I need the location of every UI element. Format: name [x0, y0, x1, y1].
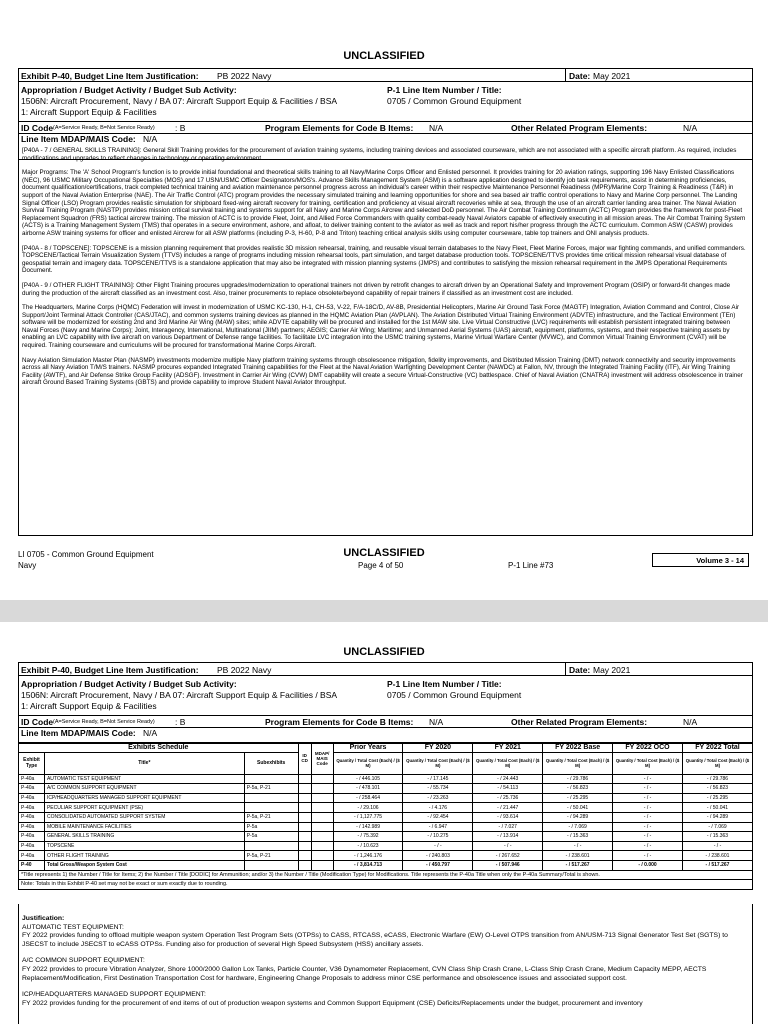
- total-value: - / 3,814.713: [333, 860, 403, 870]
- row-value: - / 17.145: [403, 774, 473, 784]
- row-type: P-40a: [19, 774, 45, 784]
- row-value: - / 75.392: [333, 832, 403, 842]
- row-value: - / 446.105: [333, 774, 403, 784]
- qty-cost-header: Quantity / Total Cost (Each) / ($ M): [613, 752, 683, 774]
- table-row: [19, 784, 753, 794]
- row-type: P-40a: [19, 822, 45, 832]
- other-pe-value: N/A: [683, 123, 698, 133]
- justification-item-title: AUTOMATIC TEST EQUIPMENT:: [22, 923, 124, 931]
- row-value: - / 94.289: [543, 812, 613, 822]
- row-value: - / 92.454: [403, 812, 473, 822]
- row-value: - / 24.443: [473, 774, 543, 784]
- justification-item-text: FY 2022 provides funding for the procurement of end items of out of production weapon systems and Common Support Equipment (CSE) Deficits/Replacements under the budget, procurement and inventory: [22, 999, 643, 1007]
- row-value: - / 55.734: [403, 784, 473, 794]
- date-value: May 2021: [593, 665, 631, 675]
- qty-cost-header: Quantity / Total Cost (Each) / ($ M): [543, 752, 613, 774]
- table-row: [19, 803, 753, 813]
- total-title: Total Gross/Weapon System Cost: [44, 860, 244, 870]
- total-row: [19, 860, 753, 870]
- classification-banner: UNCLASSIFIED: [343, 646, 425, 658]
- col-group-fy2021: FY 2021: [473, 743, 543, 753]
- title-header: Title*: [44, 752, 244, 774]
- idcode-note: (A=Service Ready, B=Not Service Ready): [53, 719, 155, 725]
- justification-item-title: ICP/HEADQUARTERS MANAGED SUPPORT EQUIPMENT:: [22, 991, 206, 999]
- row-value: - / 50.041: [543, 803, 613, 813]
- exhibit-type-header: Exhibit Type: [19, 752, 45, 774]
- row-value: - / 7.069: [543, 822, 613, 832]
- row-title: MOBILE MAINTENANCE FACILITIES: [44, 822, 244, 832]
- row-value: - / 238.601: [682, 851, 752, 861]
- row-subexhibits: [244, 793, 298, 803]
- schedule-note-rounding: Note: Totals in this Exhibit P-40 set may not be exact or sum exactly due to rounding.: [19, 880, 753, 890]
- row-subexhibits: P-5a, P-21: [244, 784, 298, 794]
- qty-cost-header: Quantity / Total Cost (Each) / ($ M): [682, 752, 752, 774]
- row-type: P-40a: [19, 803, 45, 813]
- justification-heading: Justification:: [22, 915, 65, 922]
- pe-value: N/A: [429, 123, 444, 133]
- row-subexhibits: P-5a, P-21: [244, 812, 298, 822]
- row-value: - / 21.447: [473, 803, 543, 813]
- row-value: - / 29.786: [543, 774, 613, 784]
- row-title: ICP/HEADQUARTERS MANAGED SUPPORT EQUIPMENT: [44, 793, 244, 803]
- row-value: - / 25.736: [473, 793, 543, 803]
- header-box: [18, 662, 753, 744]
- exhibits-schedule-table: [18, 742, 753, 890]
- mdap-label: Line Item MDAP/MAIS Code:: [21, 728, 136, 738]
- row-value: - / 238.601: [543, 851, 613, 861]
- narrative-paragraph: [P40A - 8 / TOPSCENE]: TOPSCENE is a mission planning requirement that provides realistic 3D mission rehearsal, training, and reusable visual terrain databases to the Navy Fleet, Fleet Marine Forces, major war fighting commands, and unified commanders. TOPSCENE/Tactical Terrain Visualization System (TTVS) includes a range of programs including mission rehearsal tools, part simulation, and target database production tools. TOPSCENE/TTVS provides time critical mission rehearsal visual database of geospatial terrain and imagery data. TOPSCENE/TTVS is a standalone application that may also be integrated with mission planning systems (JMPS) and contributes to satisfying the mission rehearsal requirement in the JMPS Operational Requirements Document.: [22, 244, 746, 275]
- row-value: - / 7.027: [473, 822, 543, 832]
- row-type: P-40a: [19, 793, 45, 803]
- footer-page-number: Page 4 of 50: [358, 561, 404, 570]
- classification-banner: UNCLASSIFIED: [343, 50, 425, 62]
- row-value: - / 142.989: [333, 822, 403, 832]
- row-value: - / 13.914: [473, 832, 543, 842]
- idcode-note: (A=Service Ready, B=Not Service Ready): [53, 125, 155, 131]
- pe-value: N/A: [429, 717, 444, 727]
- row-value: - / 15.363: [682, 832, 752, 842]
- row-subexhibits: P-5a: [244, 832, 298, 842]
- row-value: - / -: [613, 841, 683, 851]
- justification-item-title: A/C COMMON SUPPORT EQUIPMENT:: [22, 957, 145, 965]
- volume-box: Volume 3 - 14: [652, 553, 749, 567]
- exhibit-value: PB 2022 Navy: [217, 665, 272, 675]
- exhibit-label: Exhibit P-40, Budget Line Item Justification:: [21, 71, 199, 81]
- row-value: - / -: [613, 832, 683, 842]
- approp-value-1: 1506N: Aircraft Procurement, Navy / BA 07: Aircraft Support Equip & Facilities / BSA: [21, 690, 338, 700]
- row-subexhibits: [244, 841, 298, 851]
- row-type: P-40a: [19, 832, 45, 842]
- row-value: - / 56.823: [682, 784, 752, 794]
- row-title: A/C COMMON SUPPORT EQUIPMENT: [44, 784, 244, 794]
- narrative-paragraph: Navy Aviation Simulation Master Plan (NASMP) investments modernize multiple Navy platform training systems through obsolescence mitigation, fidelity improvements, and Distributed Mission Training (DMT) network connectivity and security improvements across all Navy Aviation T/M/S trainers. NASMP procures expanded Integrated Training capabilities for the Fleet at the Naval Aviation Warfighting Development Center (NAWDC) at Fallon, NV, through the Integrated Training Facility (ITF), Air Wing Training Facility (AWTF), and Air Defense Strike Group Facility (ADSGF). Investment in Carrier Air Wing (CVW) DMT capability will create a secure Virtual-Constructive (VC) battlespace. Chief of Naval Aviation (CNATRA) investment will address obsolescence in trainer aircraft Ground Based Training Systems (GBTS) and provide capability to improve Student Naval Aviator throughput.: [22, 356, 743, 387]
- narrative-paragraph: Major Programs: The 'A' School Program's function is to provide initial foundational and theoretical skills training to all Navy/Marine Corps Officer and Enlisted personnel. It provides training for 20 aviation ratings, supporting 196 Navy Enlisted Classifications (NEC), 96 USMC Military Occupational Specialties (MOS) and 17 USN/USMC Officer Designators/MOS's. Advance Skills Management System (ASM) is a software application designed to identify job task requirements, assist in determining proficiencies, document qualification/certifications, track completed technical training and aviation maintenance personnel progress across an individual's career within their respective Maintenance Personnel Readiness (MPR)/Marine Corp Training & Readiness (T&R) in support of the Naval Aviation Enterprise (NAE). The Air Traffic Control (ATC) program provides the necessary simulated training and learning opportunities for shore and sea based air traffic control operations to Navy and Marine Corp personnel. The Landing Signal Officer (LSO) Program provides realistic simulation for shipboard fixed-wing aircraft recovery for training, certification and proficiency at visual aircraft recoveries while at sea, through the use of an aircraft carrier landing area trainer. The Naval Aviation Survival Training Program (NASTP) provides mission critical survival training and systems support for all Navy and Marine Corps Aircrew and selected DoD personnel. The Air Combat Training Continuum (ACTC) Program provides the framework for post-Fleet Replacement Squadron (FRS) tactical aircrew training. The mission of ACTC is to provide Fleet, Joint, and Allied Force Commanders with quality combat-ready Naval Aviators capable of effectively executing in all mission areas. The Air Combat Training System (ACTS) is a Training Management System (TMS) that operates in a secure environment, ashore, and afloat, to deliver training content to the aviator as well as track and report his/her progress through the ACTC curriculum. Common ASW (CASW) provides airborne ASW training systems for officer and enlisted Aircrew for all ASW platforms (including P-3, H-60, P-8 and Triton) teaching critical analysis skills using computer courseware, table top trainers and ONI analysis products.: [22, 169, 746, 237]
- total-value: - / 517.267: [682, 860, 752, 870]
- col-group-fy2022-base: FY 2022 Base: [543, 743, 613, 753]
- row-subexhibits: [244, 774, 298, 784]
- row-value: - / 25.295: [682, 793, 752, 803]
- row-subexhibits: [244, 803, 298, 813]
- idcode-label: ID Code: [21, 717, 54, 727]
- row-value: - / 1,246.176: [333, 851, 403, 861]
- row-value: - / 6.947: [403, 822, 473, 832]
- table-row: [19, 774, 753, 784]
- total-type: P-40: [19, 860, 45, 870]
- other-pe-label: Other Related Program Elements:: [511, 717, 648, 727]
- date-label: Date:: [569, 71, 591, 81]
- approp-label: Appropriation / Budget Activity / Budget Sub Activity:: [21, 679, 237, 689]
- subexhibits-header: Subexhibits: [244, 752, 298, 774]
- row-title: OTHER FLIGHT TRAINING: [44, 851, 244, 861]
- approp-label: Appropriation / Budget Activity / Budget Sub Activity:: [21, 85, 237, 95]
- narrative-paragraph: The Headquarters, Marine Corps (HQMC) Federation will invest in modernization of USMC KC-130, H-1, CH-53, V-22, F/A-18C/D, AV-8B, Presidential Helicopters, Marine Air Ground Task Force (MAGTF) Integration, Aviation Command and Control, Close Air Support/Joint Terminal Attack Controller (CAS/JTAC), and common systems training devices as planned in the HQMC Aviation Plan (AVPLAN). The Aviation Distributed Virtual Training Environment (ADVTE) infrastructure, and the Tactical Environment (TEn) software will be modernized for existing 2nd and 3rd Marine Air Wing (MAW) sites; while ADVTE capability will be procured and installed for the 1st MAW site. Live Virtual Constructive (LVC) requirements will establish persistent integrated training between Naval Forces (Navy and Marine Corps); Joint, Interagency, International, Multinational (JIIM) partners; AEGIS; Carrier Air Wing; Maritime; and Unmanned Aerial Systems (UAS) aircraft, equipment, platforms, systems, and their respective training assets by enabling an LVC capability with live aircraft on various Department of Defense range facilities. To facilitate LVC integration into the USMC training systems, Marine Virtual Warfare Center (MVWC), and Common Virtual Training Environment (CVAT) will be required. Training courseware and curriculums will be procured for transformational Marine Corps Aircraft.: [22, 304, 740, 350]
- row-value: - / -: [613, 803, 683, 813]
- qty-cost-header: Quantity / Total Cost (Each) / ($ M): [403, 752, 473, 774]
- row-type: P-40a: [19, 784, 45, 794]
- row-title: AUTOMATIC TEST EQUIPMENT: [44, 774, 244, 784]
- row-value: - / 1,127.775: [333, 812, 403, 822]
- other-pe-label: Other Related Program Elements:: [511, 123, 648, 133]
- row-title: TOPSCENE: [44, 841, 244, 851]
- total-value: - / 507.946: [473, 860, 543, 870]
- row-value: - / 93.614: [473, 812, 543, 822]
- pe-label: Program Elements for Code B Items:: [265, 123, 414, 133]
- row-value: - / -: [682, 841, 752, 851]
- row-title: CONSOLIDATED AUTOMATED SUPPORT SYSTEM: [44, 812, 244, 822]
- row-title: GENERAL SKILLS TRAINING: [44, 832, 244, 842]
- row-value: - / 240.803: [403, 851, 473, 861]
- row-value: - / 258.464: [333, 793, 403, 803]
- col-group-fy2020: FY 2020: [403, 743, 473, 753]
- row-value: - / -: [613, 822, 683, 832]
- justification-item-text: FY 2022 provides funding to offload multiple weapon system Operation Test Program Sets (OTPSs) to CASS, RTCASS, eCASS, Electronic Warfare (EW) O-Level OTPS transition from AN/USM-713 Signal Generator Test Set (SGTS) to JSECST to include JSECST to eCASS OTPSs. Funding also for production of several High Speed Subsystem (HSS) ancillary assets.: [22, 932, 728, 948]
- table-row: [19, 832, 753, 842]
- exhibit-value: PB 2022 Navy: [217, 71, 272, 81]
- footer-p1-line: P-1 Line #73: [508, 561, 554, 570]
- row-value: - / -: [613, 851, 683, 861]
- other-pe-value: N/A: [683, 717, 698, 727]
- qty-cost-header: Quantity / Total Cost (Each) / ($ M): [473, 752, 543, 774]
- row-value: - / -: [613, 793, 683, 803]
- justification-item-text: FY 2022 provides to procure Vibration Analyzer, Shore 1000/2000 Gallon Lox Tanks, Particle Counter, V36 Dynamometer Replacement, CVN Class Ship Crash Crane, L-Class Ship Crash Crane, Medium Capacity MEPP, AECTS Replacement/Modification, First Destination Transportation Cost for hardware, Engineering Change Proposals to address minor CSE performance and obsolescence issues and associated support cost.: [22, 965, 707, 982]
- p1-value: 0705 / Common Ground Equipment: [387, 690, 522, 700]
- row-value: - / 10.275: [403, 832, 473, 842]
- approp-value-1: 1506N: Aircraft Procurement, Navy / BA 07: Aircraft Support Equip & Facilities / BSA: [21, 96, 338, 106]
- table-row: [19, 793, 753, 803]
- row-value: - / 267.652: [473, 851, 543, 861]
- idcode-label: ID Code: [21, 123, 54, 133]
- row-type: P-40a: [19, 812, 45, 822]
- footer-classification: UNCLASSIFIED: [343, 547, 425, 559]
- justification-text: [22, 915, 747, 1016]
- total-value: - / 450.797: [403, 860, 473, 870]
- row-value: - / 25.295: [543, 793, 613, 803]
- idcode-value: : B: [175, 123, 186, 133]
- schedule-title: Exhibits Schedule: [19, 743, 299, 753]
- row-value: - / -: [613, 812, 683, 822]
- footer-line-item: LI 0705 - Common Ground Equipment: [18, 550, 154, 559]
- mdap-value: N/A: [143, 728, 158, 738]
- p1-label: P-1 Line Item Number / Title:: [387, 85, 502, 95]
- page-gap: [0, 600, 768, 622]
- row-value: - / -: [403, 841, 473, 851]
- date-label: Date:: [569, 665, 591, 675]
- row-value: - / 54.113: [473, 784, 543, 794]
- row-value: - / 15.363: [543, 832, 613, 842]
- qty-cost-header: Quantity / Total Cost (Each) / ($ M): [333, 752, 403, 774]
- mdap-header: MDAP/ MAIS Code: [311, 743, 333, 775]
- row-value: - / 7.069: [682, 822, 752, 832]
- row-type: P-40a: [19, 841, 45, 851]
- row-subexhibits: P-5a, P-21: [244, 851, 298, 861]
- table-row: [19, 851, 753, 861]
- total-value: - / 517.267: [543, 860, 613, 870]
- approp-value-2: 1: Aircraft Support Equip & Facilities: [21, 107, 157, 117]
- footer-service: Navy: [18, 561, 37, 570]
- row-value: - / 478.101: [333, 784, 403, 794]
- row-value: - / 56.823: [543, 784, 613, 794]
- row-value: - / 4.176: [403, 803, 473, 813]
- row-subexhibits: P-5a: [244, 822, 298, 832]
- mdap-value: N/A: [143, 134, 158, 144]
- exhibit-label: Exhibit P-40, Budget Line Item Justification:: [21, 665, 199, 675]
- p1-value: 0705 / Common Ground Equipment: [387, 96, 522, 106]
- row-value: - / -: [473, 841, 543, 851]
- row-value: - / -: [613, 774, 683, 784]
- mdap-label: Line Item MDAP/MAIS Code:: [21, 134, 136, 144]
- page-2: [0, 622, 768, 1024]
- table-row: [19, 841, 753, 851]
- narrative-paragraph: [P40A - 7 / GENERAL SKILLS TRAINING]: General Skill Training provides for the procurement of aviation training systems, including training devices and associated courseware, which are not associated with a specific aircraft platform. As required, includes modifications and upgrades to reflect changes in technology or operating environment.: [22, 147, 737, 162]
- schedule-note-title: *Title represents 1) the Number / Title for Items; 2) the Number / Title [DODIC] for Ammunition; and/or 3) the Number / Title (Modification Type) for Modifications. Title represents the P-40a Title when only the P-40a Summary/Total is shown.: [19, 870, 753, 880]
- row-value: - / 10.623: [333, 841, 403, 851]
- col-group-prior-years: Prior Years: [333, 743, 403, 753]
- pe-label: Program Elements for Code B Items:: [265, 717, 414, 727]
- row-value: - / 29.106: [333, 803, 403, 813]
- row-value: - / 94.289: [682, 812, 752, 822]
- table-row: [19, 812, 753, 822]
- row-type: P-40a: [19, 851, 45, 861]
- col-group-fy2022-oco: FY 2022 OCO: [613, 743, 683, 753]
- total-value: - / 0.000: [613, 860, 683, 870]
- narrative-paragraph: [P40A - 9 / OTHER FLIGHT TRAINING]: Other Flight Training procures upgrades/modernization to operational trainers not driven by retrofit changes to aircraft driven by an Operational Safety and Improvement Program (OSIP) or forward-fit changes made during the production of the aircraft classified as an investment cost. Also, trainer procurements to replace obsolete/beyond capability of repair trainers if classified as an investment cost are included.: [22, 281, 731, 297]
- row-value: - / 29.786: [682, 774, 752, 784]
- table-row: [19, 822, 753, 832]
- row-value: - / -: [543, 841, 613, 851]
- row-value: - / 23.263: [403, 793, 473, 803]
- row-value: - / 50.041: [682, 803, 752, 813]
- p1-label: P-1 Line Item Number / Title:: [387, 679, 502, 689]
- row-value: - / -: [613, 784, 683, 794]
- approp-value-2: 1: Aircraft Support Equip & Facilities: [21, 701, 157, 711]
- idcode-value: : B: [175, 717, 186, 727]
- date-value: May 2021: [593, 71, 631, 81]
- col-group-fy2022-total: FY 2022 Total: [682, 743, 752, 753]
- row-title: PECULIAR SUPPORT EQUIPMENT (PSE): [44, 803, 244, 813]
- narrative-text: [22, 147, 747, 394]
- id-cd-header: ID CD: [298, 743, 311, 775]
